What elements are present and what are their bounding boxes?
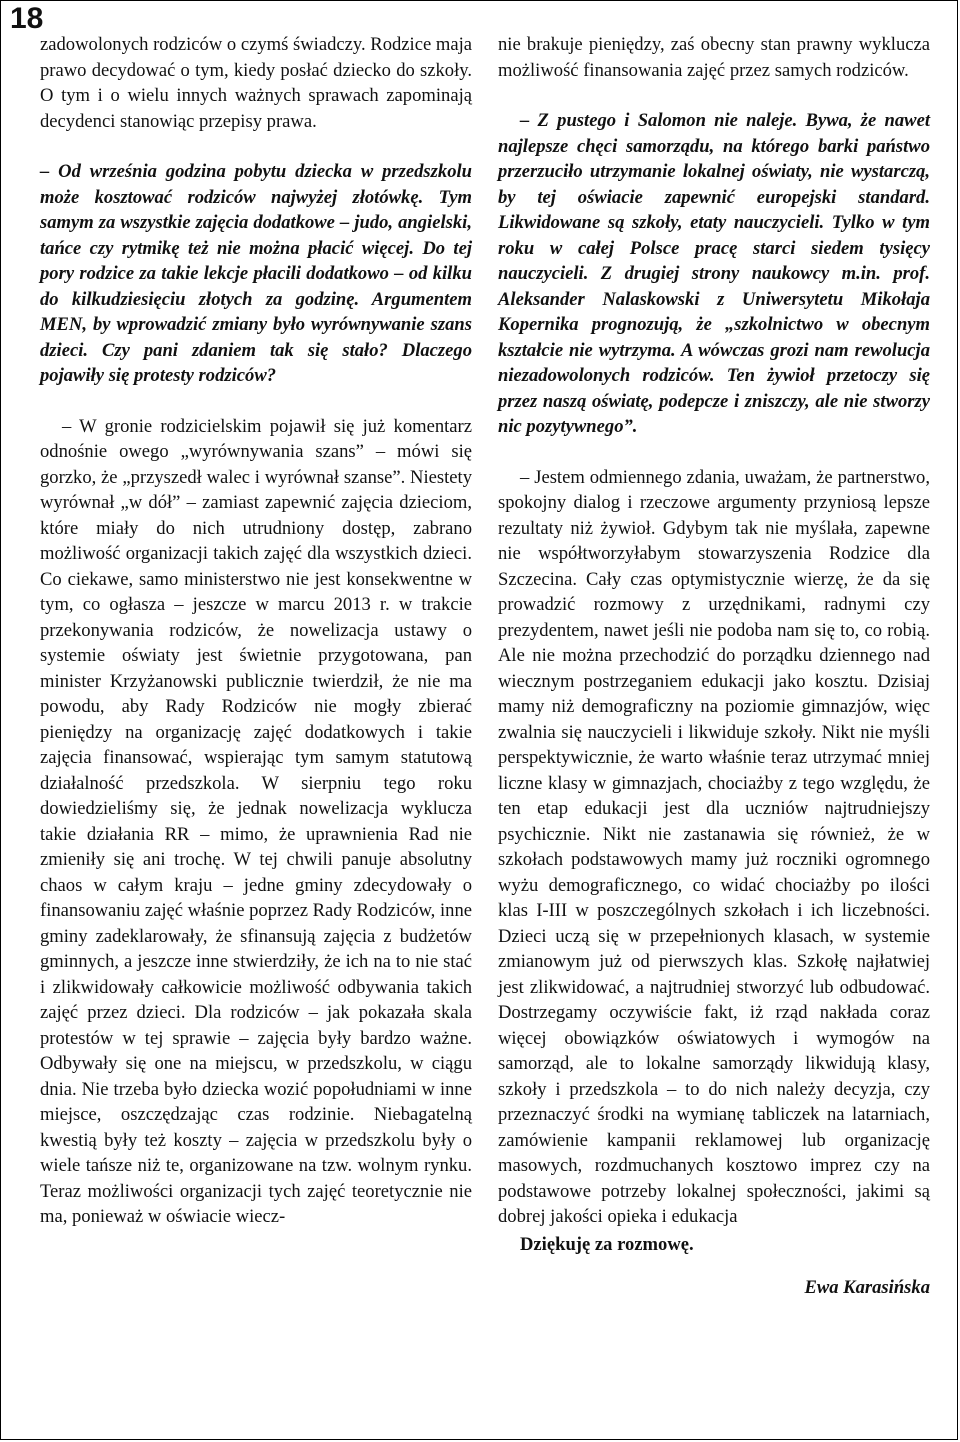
author-signature: Ewa Karasińska [804, 1277, 930, 1298]
paragraph-intro: zadowolonych rodziców o czymś świadczy. Rodzice maja prawo decydować o tym, kiedy posłać dziecko do szkoły. O tym i o wielu innych ważnych sprawach zapominają decydenci stanowiąc przepisy prawa. [40, 34, 472, 132]
page-number: 18 [10, 2, 44, 35]
interview-question: – Z pustego i Salomon nie naleje. Bywa, że nawet najlepsze chęci samorządu, na którego barki państwo przerzuciło utrzymanie lokalnej oświaty, nie wystarczą, by tej oświacie zapewnić europejski standard. Likwidowane są szkoły, etaty nauczycieli. Tylko w tym roku w całej Polsce pracę starci siedem tysięcy nauczycieli. Z drugiej strony naukowcy m.in. prof. Aleksander Nalaskowski z Uniwersytetu Mikołaja Kopernika prognozują, że „szkolnictwo w obecnym kształcie nie wytrzyma. A wówczas grozi nam rewolucja niezadowolonych rodziców. Ten żywioł przetoczy się przez naszą oświatę, podepcze i zniszczy, ale nie stworzy nic pozytywnego”. [498, 110, 930, 437]
paragraph-continuation: nie brakuje pieniędzy, zaś obecny stan prawny wyklucza możliwość finansowania zajęć przez samych rodziców. [498, 34, 930, 81]
right-column [498, 32, 930, 1301]
left-column [40, 32, 472, 1230]
closing-thanks: Dziękuję za rozmowę. [520, 1233, 694, 1255]
interview-answer: – Jestem odmiennego zdania, uważam, że partnerstwo, spokojny dialog i rzeczowe argumenty przyniosą lepsze rezultaty niż żywioł. Gdybym tak nie myślała, zapewne nie współtworzyłabym stowarzyszenia Rodzice dla Szczecina. Cały czas optymistycznie wierzę, że da się prowadzić rozmowy z urzędnikami, radnymi czy prezydentem, nawet jeśli nie podoba nam się to, co robią. Ale nie można przechodzić do porządku dziennego nad wiecznym postrzeganiem edukacji jako kosztu. Dzisiaj mamy niż demograficzny na poziomie gimnazjów, więc zwalnia się nauczycieli i likwiduje szkoły. Nikt nie myśli perspektywicznie, że warto właśnie teraz utrzymać mniej liczne klasy w gimnazjach, chociażby z tego względu, że ten etap edukacji jest dla uczniów najtrudniejszy psychicznie. Nikt nie zastanawia się również, że w szkołach podstawowych mamy już roczniki ogromnego wyżu demograficznego, co widać chociażby po ilości klas I-III w poszczególnych szkołach i ich liczebności. Dzieci uczą się w przepełnionych klasach, w systemie zmianowym już od pierwszych klas. Szkołę najłatwiej jest zlikwidować, a najtrudniej stworzyć lub odbudować. Dostrzegamy oczywiście fakt, iż rząd nakłada coraz więcej obowiązków oświatowych i wymogów na samorząd, ale to lokalne samorządy likwidują klasy, szkoły i przedszkola – to do nich należy decyzja, czy przeznaczyć środki na wymianę tabliczek na latarniach, zamówienie kampanii reklamowej lub organizację masowych, rozdmuchanych kosztowo imprez czy na podstawowe potrzeby lokalnej społeczności, jakimi są dobrej jakości opieka i edukacja [498, 466, 930, 1227]
interview-answer: – W gronie rodzicielskim pojawił się już komentarz odnośnie owego „wyrównywania szans” – mówi się gorzko, że „przyszedł walec i wyrównał szanse”. Niestety wyrównał „w dół” – zamiast zapewnić zajęcia dzieciom, które miały do nich utrudniony dostęp, zabrano możliwość organizacji takich zajęć dla wszystkich dzieci. Co ciekawe, samo ministerstwo nie jest konsekwentne w tym, co ogłasza – jeszcze w marcu 2013 r. w trakcie przekonywania rodziców, że nowelizacja ustawy o systemie oświaty jest świetnie przygotowana, pan minister Krzyżanowski publicznie twierdził, że nie ma powodu, aby Rady Rodziców nie mogły zbierać pieniędzy na organizację zajęć dodatkowych i takie zajęcia finansować, wspierając tym samym statutową działalność przedszkola. W sierpniu tego roku dowiedzieliśmy się, że jednak nowelizacja wyklucza takie działania RR – mimo, że uprawnienia Rad nie zmieniły się ani trochę. W tej chwili panuje absolutny chaos w całym kraju – jedne gminy zdecydowały o finansowaniu zajęć właśnie poprzez Rady Rodziców, inne gminy zadeklarowały, że sfinansują zajęcia z budżetów gminnych, a jeszcze inne stwierdziły, że ich na to nie stać i zlikwidowały całkowicie możliwość odbywania takich zajęć przez dzieci. Dla rodziców – jak pokazała skala protestów w tej sprawie – zajęcia były bardzo ważne. Odbywały się one na miejscu, w przedszkolu, w ciągu dnia. Nie trzeba było dziecka wozić popołudniami w inne miejsce, oszczędzając czas rodzinie. Niebagatelną kwestią były też koszty – zajęcia w przedszkolu były o wiele tańsze niż te, organizowane na tzw. wolnym rynku. Teraz możliwości organizacji tych zajęć teoretycznie nie ma, ponieważ w oświacie wiecz- [40, 415, 472, 1227]
interview-question: – Od września godzina pobytu dziecka w przedszkolu może kosztować rodziców najwyżej złotówkę. Tym samym za wszystkie zajęcia dodatkowe – judo, angielski, tańce czy rytmikę też nie można płacić więcej. Do tej pory rodzice za takie lekcje płacili dodatkowo – od kilku do kilkudziesięciu złotych za godzinę. Argumentem MEN, by wprowadzić zmiany było wyrównywanie szans dzieci. Czy pani zdaniem tak się stało? Dlaczego pojawiły się protesty rodziców? [40, 161, 472, 386]
